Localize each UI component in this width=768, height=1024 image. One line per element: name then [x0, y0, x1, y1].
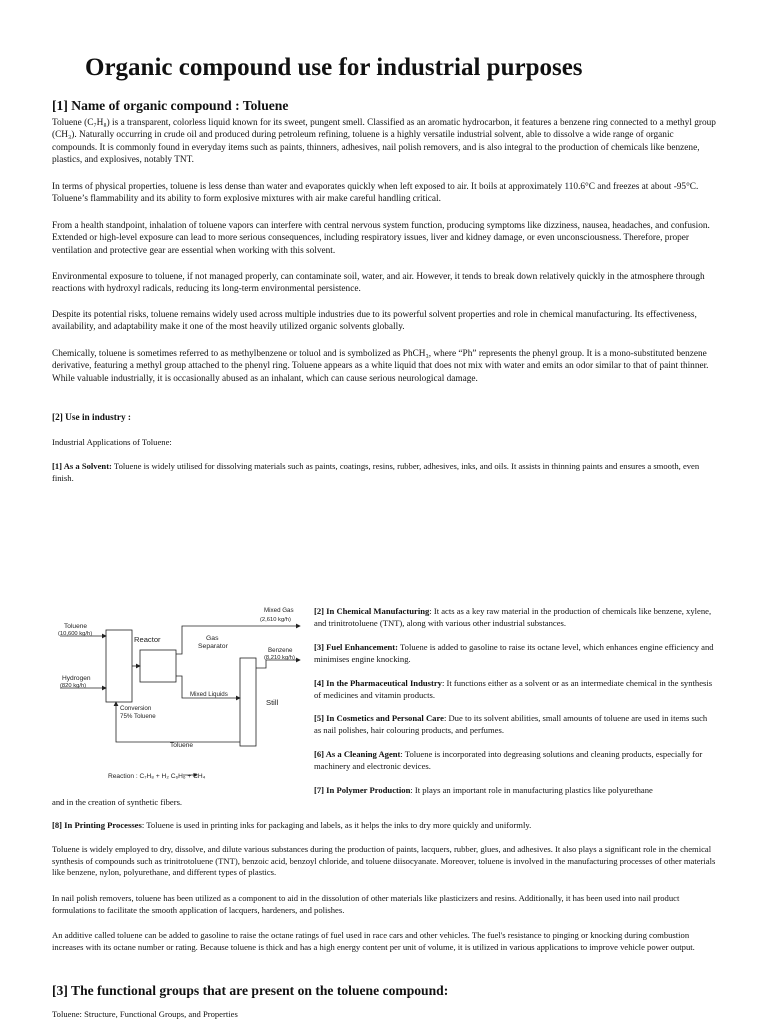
- application-item: [314, 785, 716, 797]
- paragraph: In terms of physical properties, toluene is less dense than water and evaporates quickly when left exposed to air. It boils at approximately 110.6°C and freezes at about -95°C. Toluene’s flammability and its ability to form explosive mixtures with air make careful handling critical.: [52, 182, 699, 205]
- application-item: [52, 820, 716, 832]
- paragraph: Environmental exposure to toluene, if not managed properly, can contaminate soil, water, and air. However, it tends to break down relatively quickly in the atmosphere through reactions with hydroxyl radicals, reducing its long-term environmental persistence.: [52, 272, 705, 295]
- toluene-process-diagram: [50, 602, 310, 782]
- application-item: [314, 678, 716, 701]
- diagram-label: (820 kg/h): [60, 683, 87, 689]
- diagram-label: Reactor: [134, 635, 161, 644]
- application-label: [1] As a Solvent:: [52, 461, 112, 471]
- reactor-box: [106, 630, 132, 702]
- application-item-continuation: and in the creation of synthetic fibers.: [52, 797, 183, 807]
- section-3-caption: Toluene: Structure, Functional Groups, and Properties: [52, 1009, 238, 1019]
- section-2-heading: [2] Use in industry :: [52, 413, 132, 423]
- diagram-label: (10,600 kg/h): [58, 631, 93, 637]
- application-item: [314, 606, 716, 629]
- page-title: Organic compound use for industrial purposes: [85, 54, 583, 81]
- application-item: [314, 713, 716, 736]
- application-label: [2] In Chemical Manufacturing: [314, 606, 430, 616]
- diagram-label: Separator: [198, 643, 228, 650]
- diagram-label: Gas: [206, 635, 219, 642]
- application-text: : It functions either as a solvent or as an intermediate chemical in the synthesis of medicines and vitamin products.: [314, 678, 713, 700]
- diagram-label: (2,610 kg/h): [260, 617, 291, 623]
- still-box: [240, 658, 256, 746]
- diagram-label: Hydrogen: [62, 675, 91, 682]
- diagram-label: Toluene: [64, 623, 88, 630]
- diagram-label: Conversion: [120, 705, 152, 712]
- application-label: [3] Fuel Enhancement:: [314, 642, 399, 652]
- diagram-label: (8,210 kg/h): [264, 655, 295, 661]
- section-1-heading: [1] Name of organic compound : Toluene: [52, 98, 289, 113]
- diagram-label: Toluene: [170, 742, 194, 749]
- paragraph: In nail polish removers, toluene has been utilized as a component to aid in the dissolution of other materials like plasticizers and resins. Additionally, it has been used into nail product formulations to facilitate the smooth application of lacquers, hardeners, and polishes.: [52, 893, 680, 915]
- application-label: [4] In the Pharmaceutical Industry: [314, 678, 442, 688]
- diagram-label: Benzene: [268, 647, 293, 654]
- separator-box: [140, 650, 176, 682]
- reaction-equation: Reaction : C₇H₈ + H₂ C₆H₆ + CH₄: [108, 773, 206, 780]
- application-item: [52, 461, 716, 484]
- application-label: [7] In Polymer Production: [314, 785, 411, 795]
- application-label: [6] As a Cleaning Agent: [314, 749, 401, 759]
- paragraph: Despite its potential risks, toluene remains widely used across multiple industries due to its powerful solvent properties and role in chemical manufacturing. Its effectiveness, availability, and adaptability make it one of the most heavily utilized organic solvents globally.: [52, 310, 697, 333]
- diagram-label: Mixed Gas: [264, 607, 294, 614]
- paragraph: An additive called toluene can be added to gasoline to raise the octane ratings of fuel used in race cars and other vehicles. The fuel's resistance to pinging or knocking during combustion increases with its octane number or rating. Because toluene is thick and has a high energy content per unit of volume, it is utilized in various applications to improve vehicle power output.: [52, 930, 695, 952]
- paragraph: Toluene is widely employed to dry, dissolve, and dilute various substances during the production of paints, lacquers, rubber, glues, and adhesives. It also plays a significant role in the chemical synthesis of compounds such as trinitrotoluene (TNT), benzoic acid, benzoyl chloride, and toluene diisocyanate. Moreover, toluene is involved in the manufacturing processes of other materials like benzene, nylon, polyurethane, and different types of plastics.: [52, 844, 716, 878]
- application-text: : It acts as a key raw material in the production of chemicals like benzene, xylene, and trinitrotoluene (TNT), along with various other industrial substances.: [314, 606, 712, 628]
- application-text: : It plays an important role in manufacturing plastics like polyurethane: [410, 785, 653, 795]
- application-item: [314, 749, 716, 772]
- application-text: : Toluene is used in printing inks for packaging and labels, as it helps the inks to dry more quickly and uniformly.: [141, 820, 532, 830]
- application-label: [8] In Printing Processes: [52, 820, 142, 830]
- diagram-label: Still: [266, 698, 279, 707]
- application-label: [5] In Cosmetics and Personal Care: [314, 713, 444, 723]
- paragraph: From a health standpoint, inhalation of toluene vapors can interfere with central nervous system function, producing symptoms like dizziness, nausea, headaches, and confusion. Extended or high-level exposure can lead to more serious consequences, including respiratory issues, liver and kidney damage, or even unconsciousness. Therefore, proper ventilation and protective gear are essential when working with this solvent.: [52, 221, 710, 256]
- applications-intro: Industrial Applications of Toluene:: [52, 437, 172, 447]
- diagram-label: Mixed Liquids: [190, 691, 228, 698]
- paragraph: Chemically, toluene is sometimes referred to as methylbenzene or toluol and is symbolized as PhCH₃, where “Ph” represents the phenyl group. It is a mono-substituted benzene derivative, featuring a methyl group attached to the phenyl ring. Toluene appears as a white liquid that does not mix with water and emits an odor similar to that of paint thinner. While valuable industrially, it is occasionally abused as an inhalant, which can cause serious neurological damage.: [52, 349, 709, 384]
- application-text: Toluene is widely utilised for dissolving materials such as paints, coatings, resins, rubber, adhesives, inks, and oils. It assists in thinning paints and ensures a smooth, even finish.: [52, 461, 700, 483]
- application-text: : Toluene is incorporated into degreasing solutions and cleaning products, especially for machinery and electronic devices.: [314, 749, 703, 771]
- section-3-heading: [3] The functional groups that are present on the toluene compound:: [52, 983, 449, 998]
- diagram-label: 75% Toluene: [120, 713, 156, 720]
- application-text: : Due to its solvent abilities, small amounts of toluene are used in items such as nail polishes, hair colouring products, and perfumes.: [314, 713, 708, 735]
- paragraph: Toluene (C₇H₈) is a transparent, colorless liquid known for its sweet, pungent smell. Classified as an aromatic hydrocarbon, it features a benzene ring connected to a methyl group (CH₃). Naturally occurring in crude oil and produced during petroleum refining, toluene is a highly versatile industrial solvent, able to dissolve a wide range of organic compounds. It is commonly found in everyday items such as paints, thinners, adhesives, nail polish removers, and is also integral to the production of chemicals like benzene, plastics, and explosives, notably TNT.: [52, 118, 716, 166]
- application-text: Toluene is added to gasoline to raise its octane level, which enhances engine efficiency and minimises engine knocking.: [314, 642, 714, 664]
- application-item: [314, 642, 716, 665]
